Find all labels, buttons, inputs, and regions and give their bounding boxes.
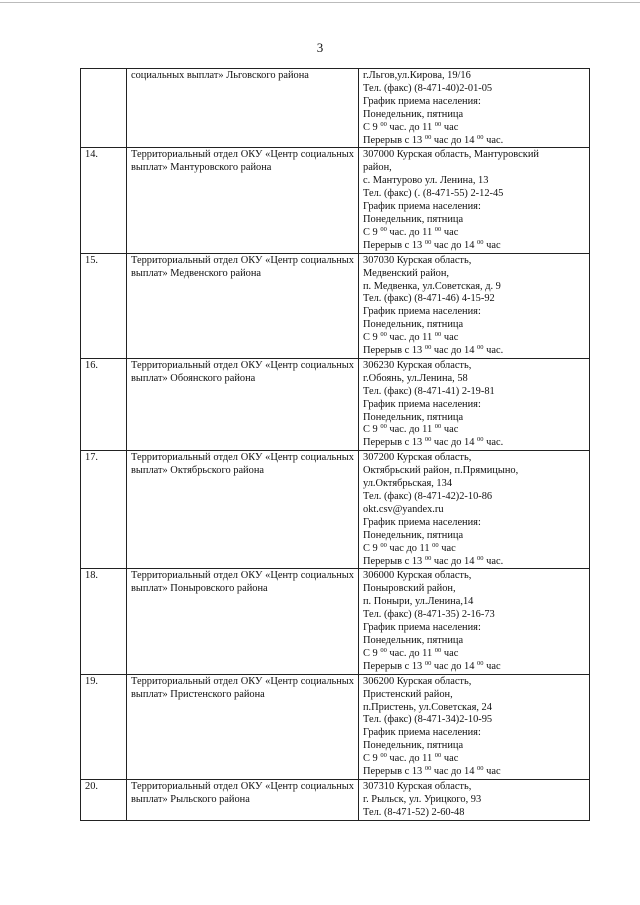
time-minutes: 00 — [477, 133, 484, 141]
contact-line — [363, 135, 585, 148]
contact-text: Понедельник, пятница — [363, 213, 464, 225]
contact-line — [363, 109, 585, 122]
contact-line — [363, 491, 585, 504]
contact-text: 306230 Курская область, — [363, 359, 472, 371]
contact-line — [363, 399, 585, 412]
contact-line — [363, 661, 585, 674]
contact-text: Тел. (факс) (. (8-471-55) 2-12-45 — [363, 188, 504, 200]
contact-line — [363, 622, 585, 635]
office-contacts — [359, 253, 590, 358]
contact-text: час до 14 — [431, 345, 478, 357]
contact-text: График приема населения: — [363, 727, 481, 739]
contact-text: час. до 11 — [386, 753, 435, 765]
office-name: Территориальный отдел ОКУ «Центр социальных выплат» Мантуровского района — [127, 148, 359, 253]
office-contacts — [359, 569, 590, 674]
contact-text: час. — [483, 345, 504, 357]
contact-text: С 9 — [363, 753, 381, 765]
contact-line — [363, 689, 585, 702]
contact-text: Перерыв с 13 — [363, 766, 425, 778]
contact-line — [363, 570, 585, 583]
contact-line — [363, 293, 585, 306]
contact-line — [363, 162, 585, 175]
contact-text: час. до 11 — [386, 647, 435, 659]
time-minutes: 00 — [380, 541, 387, 549]
time-minutes: 00 — [380, 331, 387, 339]
contact-text: Понедельник, пятница — [363, 634, 464, 646]
contact-line — [363, 781, 585, 794]
contact-line — [363, 240, 585, 253]
contact-line — [363, 766, 585, 779]
time-minutes: 00 — [434, 120, 442, 128]
office-row — [81, 148, 590, 253]
contact-line — [363, 360, 585, 373]
contact-text: Перерыв с 13 — [363, 239, 425, 251]
contact-text: час — [483, 660, 501, 672]
time-minutes: 00 — [477, 436, 484, 444]
time-minutes: 00 — [434, 331, 442, 339]
contact-text: час — [441, 121, 459, 133]
time-minutes: 00 — [434, 225, 442, 233]
contact-line — [363, 70, 585, 83]
contact-line — [363, 807, 585, 820]
office-row — [81, 779, 590, 820]
contact-text: г.Обоянь, ул.Ленина, 58 — [363, 372, 468, 384]
row-number: 16. — [81, 358, 127, 450]
contact-line — [363, 543, 585, 556]
row-number: 17. — [81, 451, 127, 569]
contact-line — [363, 214, 585, 227]
contact-text: Тел. (факс) (8-471-46) 4-15-92 — [363, 293, 495, 305]
office-contacts — [359, 779, 590, 820]
office-name: Территориальный отдел ОКУ «Центр социальных выплат» Обоянского района — [127, 358, 359, 450]
contact-text: час. до 11 — [386, 424, 435, 436]
contact-line — [363, 281, 585, 294]
contact-line — [363, 306, 585, 319]
row-number — [81, 69, 127, 148]
time-minutes: 00 — [434, 423, 442, 431]
contact-text: час до 14 — [431, 555, 478, 567]
contact-line — [363, 96, 585, 109]
contact-text: час — [441, 424, 459, 436]
contact-text: 307030 Курская область, — [363, 254, 472, 266]
contact-line — [363, 268, 585, 281]
contact-text: час. до 11 — [386, 226, 435, 238]
time-minutes: 00 — [380, 423, 387, 431]
contact-text: Понедельник, пятница — [363, 319, 464, 331]
contact-text: График приема населения: — [363, 95, 481, 107]
contact-text: Перерыв с 13 — [363, 555, 425, 567]
contact-text: п. Медвенка, ул.Советская, д. 9 — [363, 280, 501, 292]
office-name: Территориальный отдел ОКУ «Центр социальных выплат» Медвенского района — [127, 253, 359, 358]
contact-text: час — [483, 766, 501, 778]
contact-text: Тел. (8-471-52) 2-60-48 — [363, 806, 465, 818]
time-minutes: 00 — [477, 554, 484, 562]
contact-line — [363, 373, 585, 386]
contact-text: час. — [483, 134, 504, 146]
contact-text: час — [441, 753, 459, 765]
contact-line — [363, 332, 585, 345]
contact-line — [363, 504, 585, 517]
time-minutes: 00 — [424, 238, 432, 246]
contact-line — [363, 255, 585, 268]
page-number: 3 — [316, 40, 324, 55]
contact-text: С 9 — [363, 121, 381, 133]
time-minutes: 00 — [477, 344, 484, 352]
contact-text: час — [441, 332, 459, 344]
contact-text: Перерыв с 13 — [363, 345, 425, 357]
contact-text: 306000 Курская область, — [363, 570, 472, 582]
office-name: Территориальный отдел ОКУ «Центр социальных выплат» Октябрьского района — [127, 451, 359, 569]
contact-text: График приема населения: — [363, 516, 481, 528]
contact-line — [363, 648, 585, 661]
offices-table-body — [81, 69, 590, 821]
office-row — [81, 569, 590, 674]
contact-line — [363, 188, 585, 201]
time-minutes: 00 — [380, 225, 387, 233]
contact-text: 307000 Курская область, Мантуровский — [363, 149, 539, 161]
contact-text: час — [438, 542, 456, 554]
contact-line — [363, 83, 585, 96]
contact-line — [363, 583, 585, 596]
contact-line — [363, 635, 585, 648]
contact-text: час. до 11 — [386, 121, 435, 133]
row-number: 19. — [81, 674, 127, 779]
contact-text: Перерыв с 13 — [363, 437, 425, 449]
contact-text: С 9 — [363, 332, 381, 344]
contact-text: Тел. (факс) (8-471-35) 2-16-73 — [363, 609, 495, 621]
contact-line — [363, 345, 585, 358]
contact-text: час до 11 — [386, 542, 433, 554]
time-minutes: 00 — [432, 541, 439, 549]
contact-text: час до 14 — [431, 134, 478, 146]
row-number: 15. — [81, 253, 127, 358]
contact-text: г.Льгов,ул.Кирова, 19/16 — [363, 70, 471, 81]
time-minutes: 00 — [477, 765, 484, 773]
contact-text: час до 14 — [431, 766, 478, 778]
contact-line — [363, 702, 585, 715]
contact-text: С 9 — [363, 647, 381, 659]
contact-text: Перерыв с 13 — [363, 134, 425, 146]
time-minutes: 00 — [477, 659, 484, 667]
office-row — [81, 451, 590, 569]
contact-text: час — [441, 226, 459, 238]
contact-text: График приема населения: — [363, 398, 481, 410]
time-minutes: 00 — [477, 238, 484, 246]
row-number: 20. — [81, 779, 127, 820]
contact-line — [363, 676, 585, 689]
time-minutes: 00 — [424, 554, 432, 562]
contact-line — [363, 122, 585, 135]
office-name: Территориальный отдел ОКУ «Центр социальных выплат» Пристенского района — [127, 674, 359, 779]
row-number: 18. — [81, 569, 127, 674]
contact-line — [363, 794, 585, 807]
contact-line — [363, 201, 585, 214]
office-contacts — [359, 69, 590, 148]
time-minutes: 00 — [434, 646, 442, 654]
contact-text: с. Мантурово ул. Ленина, 13 — [363, 175, 489, 187]
contact-text: п. Поныри, ул.Ленина,14 — [363, 596, 474, 608]
contact-text: С 9 — [363, 226, 381, 238]
contact-text: Понедельник, пятница — [363, 740, 464, 752]
contact-text: п.Пристень, ул.Советская, 24 — [363, 701, 492, 713]
contact-line — [363, 437, 585, 450]
time-minutes: 00 — [380, 752, 387, 760]
contact-line — [363, 227, 585, 240]
contact-text: График приема населения: — [363, 201, 481, 213]
contact-line — [363, 149, 585, 162]
top-edge-line — [0, 2, 640, 3]
contact-line — [363, 452, 585, 465]
contact-text: Тел. (факс) (8-471-34)2-10-95 — [363, 714, 493, 726]
contact-text: График приема населения: — [363, 306, 481, 318]
contact-line — [363, 412, 585, 425]
contact-text: 307200 Курская область, — [363, 452, 472, 464]
contact-line — [363, 517, 585, 530]
contact-line — [363, 727, 585, 740]
contact-text: Понедельник, пятница — [363, 411, 464, 423]
office-row — [81, 358, 590, 450]
contact-line — [363, 530, 585, 543]
contact-line — [363, 753, 585, 766]
offices-table — [80, 68, 590, 821]
contact-text: Тел. (факс) (8-471-41) 2-19-81 — [363, 385, 495, 397]
row-number: 14. — [81, 148, 127, 253]
contact-text: час. — [483, 437, 504, 449]
contact-line — [363, 556, 585, 569]
contact-text: С 9 — [363, 424, 381, 436]
office-name: Территориальный отдел ОКУ «Центр социальных выплат» Поныровского района — [127, 569, 359, 674]
contact-text: Медвенский район, — [363, 267, 449, 279]
contact-text: час. до 11 — [386, 332, 435, 344]
office-row — [81, 253, 590, 358]
contact-text: час до 14 — [431, 437, 478, 449]
office-name: Территориальный отдел ОКУ «Центр социальных выплат» Рыльского района — [127, 779, 359, 820]
contact-text: Тел. (факс) (8-471-40)2-01-05 — [363, 82, 493, 94]
office-row — [81, 69, 590, 148]
contact-text: час — [483, 239, 501, 251]
contact-text: час до 14 — [431, 239, 478, 251]
time-minutes: 00 — [424, 344, 432, 352]
contact-text: г. Рыльск, ул. Урицкого, 93 — [363, 793, 482, 805]
contact-text: Перерыв с 13 — [363, 660, 425, 672]
contact-text: Понедельник, пятница — [363, 108, 464, 120]
contact-line — [363, 386, 585, 399]
contact-text: Октябрьский район, п.Прямицыно, — [363, 465, 519, 477]
time-minutes: 00 — [380, 120, 387, 128]
contact-line — [363, 609, 585, 622]
contact-text: Пристенский район, — [363, 688, 453, 700]
contact-text: Тел. (факс) (8-471-42)2-10-86 — [363, 491, 493, 502]
contact-text: okt.csv@yandex.ru — [363, 503, 444, 515]
office-contacts — [359, 451, 590, 569]
contact-text: район, — [363, 162, 392, 174]
contact-line — [363, 740, 585, 753]
contact-text: Поныровский район, — [363, 583, 456, 595]
time-minutes: 00 — [380, 646, 387, 654]
contact-line — [363, 596, 585, 609]
contact-text: С 9 — [363, 542, 381, 554]
time-minutes: 00 — [424, 659, 432, 667]
contact-text: График приема населения: — [363, 622, 481, 634]
contact-text: Понедельник, пятница — [363, 529, 464, 541]
contact-text: час до 14 — [431, 660, 478, 672]
time-minutes: 00 — [434, 752, 442, 760]
time-minutes: 00 — [424, 765, 432, 773]
contact-line — [363, 714, 585, 727]
contact-line — [363, 465, 585, 478]
time-minutes: 00 — [424, 133, 432, 141]
contact-line — [363, 424, 585, 437]
office-contacts — [359, 148, 590, 253]
office-contacts — [359, 358, 590, 450]
office-name: социальных выплат» Льговского района — [127, 69, 359, 148]
contact-line — [363, 319, 585, 332]
contact-text: 307310 Курская область, — [363, 780, 472, 792]
time-minutes: 00 — [424, 436, 432, 444]
contact-text: ул.Октябрьская, 134 — [363, 478, 453, 490]
office-row — [81, 674, 590, 779]
office-contacts — [359, 674, 590, 779]
contact-text: 306200 Курская область, — [363, 675, 472, 687]
contact-text: час. — [483, 555, 504, 567]
contact-line — [363, 478, 585, 491]
contact-text: час — [441, 647, 459, 659]
contact-line — [363, 175, 585, 188]
